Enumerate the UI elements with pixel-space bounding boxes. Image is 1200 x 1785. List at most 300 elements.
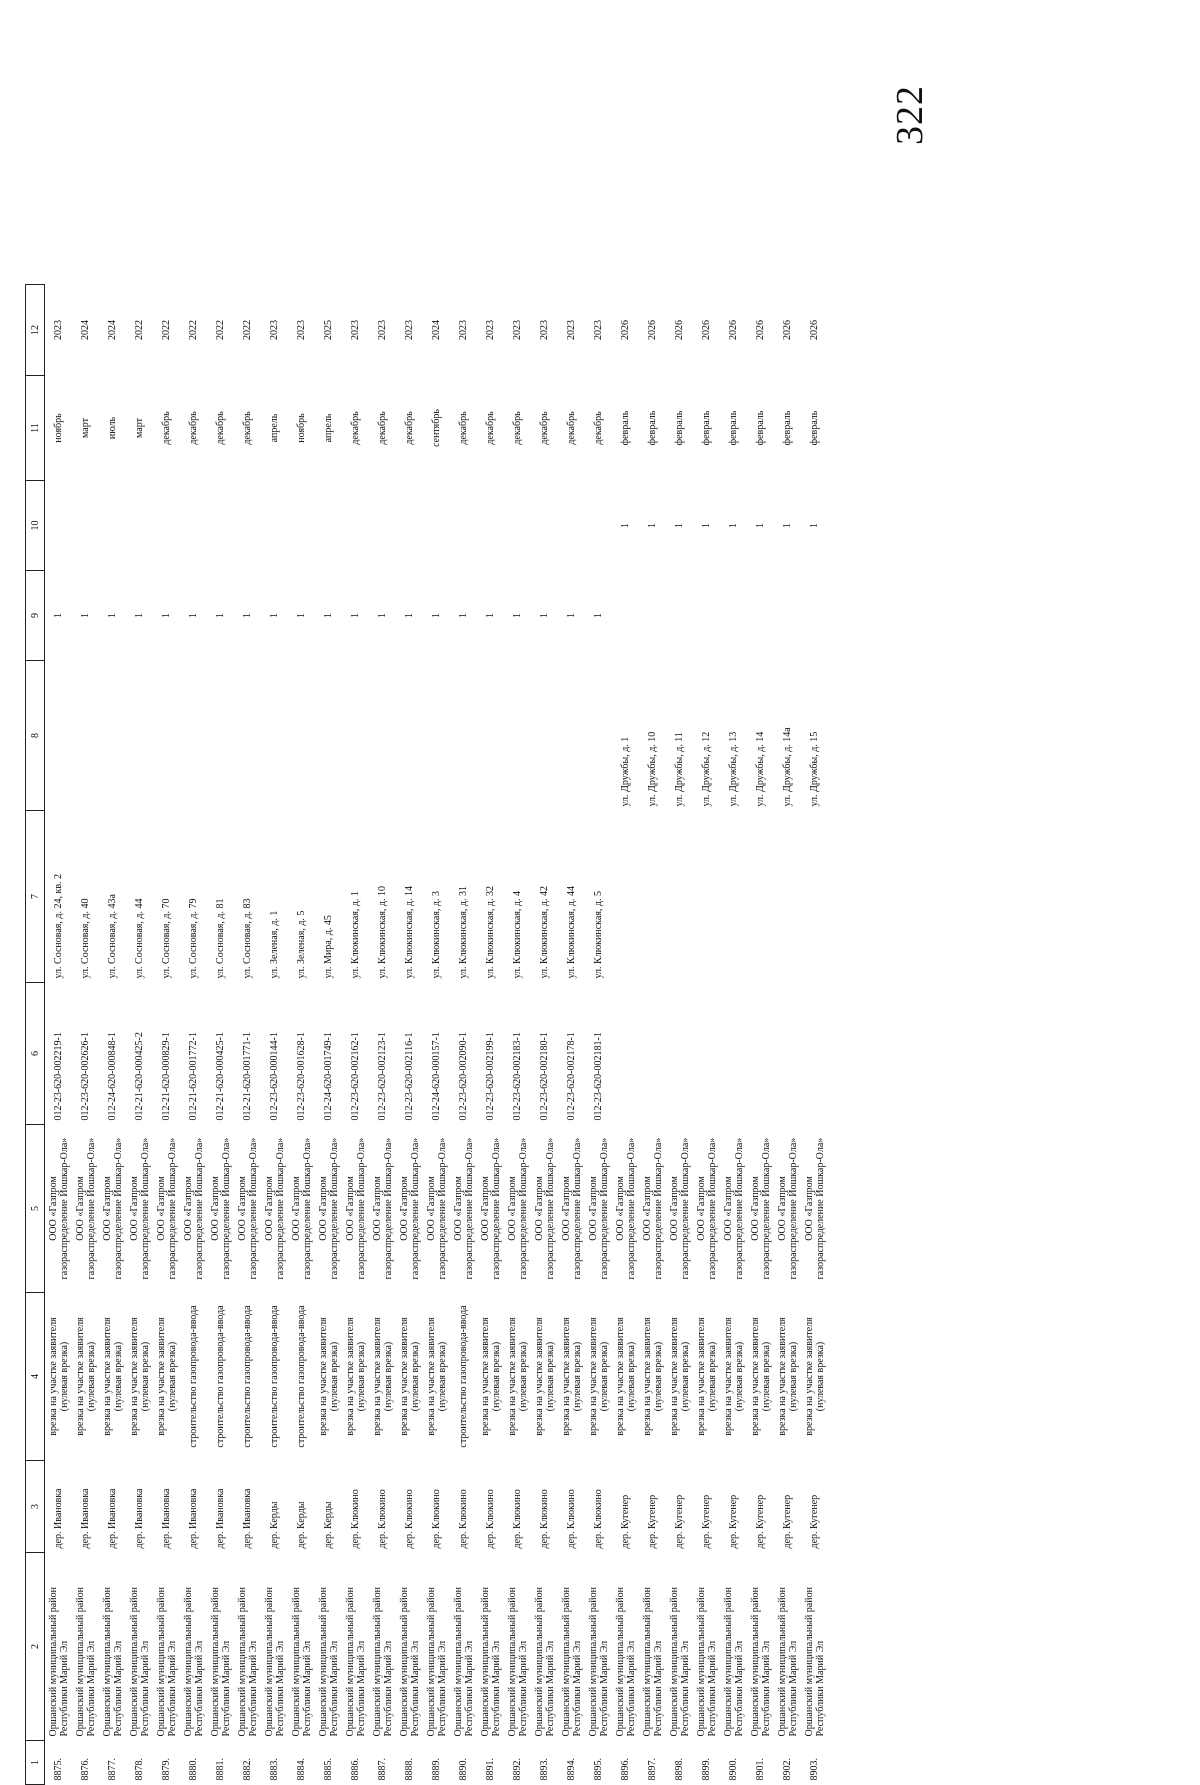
district-cell-text: Оршанский муниципальный район [236, 1587, 248, 1737]
district-cell-text: Республики Марий Эл [760, 1640, 772, 1737]
organization-cell-text: газораспределение Йошкар-Ола» [112, 1137, 124, 1280]
address-cell [531, 811, 558, 983]
organization-cell-text: газораспределение Йошкар-Ола» [274, 1137, 286, 1280]
work-type-cell-text: (нулевая врезка) [328, 1341, 340, 1412]
application-code-cell [558, 983, 585, 1125]
district-cell [423, 1553, 450, 1741]
year-cell-text: 2023 [404, 320, 415, 340]
work-type-cell-text: врезка на участке заявителя [722, 1317, 734, 1436]
settlement-cell-text: дер. Ивановка [80, 1488, 91, 1549]
address-cell-text: ул. Зеленая, д. 5 [296, 910, 307, 979]
month-cell [774, 376, 801, 481]
year-cell-text: 2023 [539, 320, 550, 340]
district-cell-text: Республики Марий Эл [787, 1640, 799, 1737]
application-code-cell-text: 012-23-620-002116-1 [404, 1032, 415, 1121]
address-alt-cell-text: ул. Дружбы, д. 13 [728, 731, 739, 807]
organization-cell-text: ООО «Газпром [776, 1176, 788, 1241]
district-cell-text: Республики Марий Эл [301, 1640, 313, 1737]
count-col9-cell [234, 571, 261, 661]
count-col9-cell-text: 1 [161, 613, 172, 618]
organization-cell-text: газораспределение Йошкар-Ола» [382, 1137, 394, 1280]
work-type-cell [666, 1293, 693, 1461]
address-alt-cell [531, 661, 558, 811]
month-cell-text: декабрь [350, 411, 361, 445]
organization-cell-text: газораспределение Йошкар-Ола» [679, 1137, 691, 1280]
organization-cell-text: газораспределение Йошкар-Ола» [85, 1137, 97, 1280]
month-cell-text: декабрь [458, 411, 469, 445]
district-cell [315, 1553, 342, 1741]
application-code-cell-text: 012-23-620-002162-1 [350, 1032, 361, 1121]
count-col9-cell-text: 1 [350, 613, 361, 618]
year-cell [180, 285, 207, 376]
organization-cell [585, 1125, 612, 1293]
count-col9-cell-text: 1 [53, 613, 64, 618]
table-row [153, 285, 180, 1785]
month-cell-text: июль [107, 416, 118, 440]
application-code-cell [504, 983, 531, 1125]
organization-cell-text: газораспределение Йошкар-Ола» [517, 1137, 529, 1280]
month-cell-text: апрель [269, 413, 280, 443]
settlement-cell-text: дер. Керды [269, 1501, 280, 1549]
district-cell-text: Оршанский муниципальный район [695, 1587, 707, 1737]
organization-cell [693, 1125, 720, 1293]
work-type-cell-text: врезка на участке заявителя [560, 1317, 572, 1436]
work-type-cell-text: врезка на участке заявителя [425, 1317, 437, 1436]
year-cell-text: 2026 [809, 320, 820, 340]
year-cell-text: 2026 [701, 320, 712, 340]
address-alt-cell [720, 661, 747, 811]
row-number-cell [720, 1741, 747, 1785]
table-row [612, 285, 639, 1785]
application-code-cell [315, 983, 342, 1125]
work-type-cell-text: (нулевая врезка) [652, 1341, 664, 1412]
work-type-cell [369, 1293, 396, 1461]
row-number-cell [747, 1741, 774, 1785]
year-cell-text: 2023 [566, 320, 577, 340]
district-cell-text: Оршанский муниципальный район [209, 1587, 221, 1737]
organization-cell-text: ООО «Газпром [587, 1176, 599, 1241]
count-col9-cell-text: 1 [485, 613, 496, 618]
organization-cell-text: ООО «Газпром [668, 1176, 680, 1241]
month-cell-text: март [80, 418, 91, 438]
work-type-cell [180, 1293, 207, 1461]
application-code-cell [801, 983, 828, 1125]
month-cell-text: февраль [620, 410, 631, 446]
settlement-cell [477, 1461, 504, 1553]
address-cell [450, 811, 477, 983]
row-number-cell [72, 1741, 99, 1785]
count-col9-cell-text: 1 [458, 613, 469, 618]
organization-cell [612, 1125, 639, 1293]
work-type-cell-text: (нулевая врезка) [733, 1341, 745, 1412]
year-cell [558, 285, 585, 376]
application-code-cell-text: 012-21-620-001772-1 [188, 1032, 199, 1121]
work-type-cell-text: врезка на участке заявителя [344, 1317, 356, 1436]
address-cell [423, 811, 450, 983]
organization-cell-text: ООО «Газпром [209, 1176, 221, 1241]
settlement-cell [153, 1461, 180, 1553]
district-cell [180, 1553, 207, 1741]
address-alt-cell [423, 661, 450, 811]
settlement-cell-text: дер. Кугенер [647, 1494, 658, 1549]
address-cell [261, 811, 288, 983]
count-col9-cell-text: 1 [134, 613, 145, 618]
organization-cell [369, 1125, 396, 1293]
work-type-cell-text: (нулевая врезка) [166, 1341, 178, 1412]
district-cell-text: Оршанский муниципальный район [128, 1587, 140, 1737]
count-col9-cell [126, 571, 153, 661]
year-cell [450, 285, 477, 376]
address-alt-cell-text: ул. Дружбы, д. 12 [701, 731, 712, 807]
work-type-cell-text: врезка на участке заявителя [479, 1317, 491, 1436]
settlement-cell [180, 1461, 207, 1553]
column-header-8: 8 [26, 661, 45, 811]
month-cell [801, 376, 828, 481]
district-cell [531, 1553, 558, 1741]
address-cell-text: ул. Сосновая, д. 43а [107, 894, 118, 979]
work-type-cell-text: врезка на участке заявителя [155, 1317, 167, 1436]
month-cell [558, 376, 585, 481]
organization-cell-text: ООО «Газпром [425, 1176, 437, 1241]
count-col9-cell-text: 1 [296, 613, 307, 618]
year-cell-text: 2023 [53, 320, 64, 340]
address-cell-text: ул. Клюкинская, д. 32 [485, 885, 496, 979]
count-col10-cell [423, 481, 450, 571]
district-cell-text: Республики Марий Эл [814, 1640, 826, 1737]
settlement-cell [801, 1461, 828, 1553]
table-row [774, 285, 801, 1785]
row-number-cell [180, 1741, 207, 1785]
settlement-cell [288, 1461, 315, 1553]
application-code-cell [207, 983, 234, 1125]
address-cell-text: ул. Клюкинская, д. 4 [512, 890, 523, 979]
organization-cell [234, 1125, 261, 1293]
table-row [396, 285, 423, 1785]
row-number-cell [369, 1741, 396, 1785]
year-cell-text: 2026 [647, 320, 658, 340]
organization-cell-text: ООО «Газпром [533, 1176, 545, 1241]
work-type-cell-text: врезка на участке заявителя [533, 1317, 545, 1436]
month-cell [423, 376, 450, 481]
row-number-cell [126, 1741, 153, 1785]
settlement-cell [612, 1461, 639, 1553]
organization-cell-text: газораспределение Йошкар-Ола» [706, 1137, 718, 1280]
count-col10-cell [693, 481, 720, 571]
district-cell-text: Оршанский муниципальный район [533, 1587, 545, 1737]
month-cell [369, 376, 396, 481]
address-cell [558, 811, 585, 983]
settlement-cell [774, 1461, 801, 1553]
work-type-cell [504, 1293, 531, 1461]
organization-cell-text: ООО «Газпром [695, 1176, 707, 1241]
address-alt-cell [153, 661, 180, 811]
application-code-cell-text: 012-23-620-002183-1 [512, 1032, 523, 1121]
district-cell-text: Республики Марий Эл [571, 1640, 583, 1737]
page-number [880, 75, 940, 155]
application-code-cell-text: 012-23-620-002199-1 [485, 1032, 496, 1121]
rotated-table-container [25, 285, 826, 1785]
work-type-cell-text: (нулевая врезка) [490, 1341, 502, 1412]
application-code-cell-text: 012-23-620-002123-1 [377, 1032, 388, 1121]
district-cell-text: Республики Марий Эл [382, 1640, 394, 1737]
address-alt-cell [666, 661, 693, 811]
settlement-cell-text: дер. Клюкино [350, 1489, 361, 1549]
application-code-cell [423, 983, 450, 1125]
district-cell-text: Республики Марий Эл [85, 1640, 97, 1737]
work-type-cell-text: (нулевая врезка) [58, 1341, 70, 1412]
row-number-cell [396, 1741, 423, 1785]
application-code-cell [720, 983, 747, 1125]
year-cell [423, 285, 450, 376]
count-col10-cell [747, 481, 774, 571]
count-col9-cell [72, 571, 99, 661]
district-cell-text: Оршанский муниципальный район [263, 1587, 275, 1737]
address-cell [801, 811, 828, 983]
settlement-cell-text: дер. Керды [323, 1501, 334, 1549]
application-code-cell-text: 012-21-620-000425-2 [134, 1032, 145, 1121]
district-cell-text: Республики Марий Эл [463, 1640, 475, 1737]
organization-cell-text: газораспределение Йошкар-Ола» [193, 1137, 205, 1280]
address-alt-cell [504, 661, 531, 811]
organization-cell [207, 1125, 234, 1293]
district-cell [72, 1553, 99, 1741]
table-row [207, 285, 234, 1785]
district-cell [585, 1553, 612, 1741]
work-type-cell [315, 1293, 342, 1461]
month-cell-text: апрель [323, 413, 334, 443]
settlement-cell-text: дер. Кугенер [755, 1494, 766, 1549]
row-number-cell-text: 8879. [161, 1758, 172, 1781]
work-type-cell-text: (нулевая врезка) [112, 1341, 124, 1412]
count-col10-cell [315, 481, 342, 571]
district-cell-text: Республики Марий Эл [409, 1640, 421, 1737]
work-type-cell [261, 1293, 288, 1461]
year-cell [315, 285, 342, 376]
row-number-cell-text: 8900. [728, 1758, 739, 1781]
settlement-cell [666, 1461, 693, 1553]
organization-cell-text: ООО «Газпром [236, 1176, 248, 1241]
work-type-cell [531, 1293, 558, 1461]
work-type-cell-text: врезка на участке заявителя [776, 1317, 788, 1436]
district-cell-text: Республики Марий Эл [706, 1640, 718, 1737]
address-alt-cell [342, 661, 369, 811]
count-col9-cell-text: 1 [323, 613, 334, 618]
application-code-cell [774, 983, 801, 1125]
column-header-7: 7 [26, 811, 45, 983]
row-number-cell-text: 8876. [80, 1758, 91, 1781]
work-type-cell-text: врезка на участке заявителя [587, 1317, 599, 1436]
address-alt-cell-text: ул. Дружбы, д. 14 [755, 731, 766, 807]
month-cell [639, 376, 666, 481]
month-cell [396, 376, 423, 481]
month-cell-text: февраль [701, 410, 712, 446]
count-col9-cell [180, 571, 207, 661]
settlement-cell-text: дер. Кугенер [701, 1494, 712, 1549]
application-code-cell [612, 983, 639, 1125]
count-col10-cell [585, 481, 612, 571]
count-col10-cell-text: 1 [674, 523, 685, 528]
organization-cell-text: газораспределение Йошкар-Ола» [760, 1137, 772, 1280]
count-col9-cell [585, 571, 612, 661]
count-col9-cell-text: 1 [242, 613, 253, 618]
row-number-cell-text: 8878. [134, 1758, 145, 1781]
year-cell [342, 285, 369, 376]
count-col9-cell [720, 571, 747, 661]
settlement-cell [315, 1461, 342, 1553]
address-alt-cell [45, 661, 73, 811]
count-col9-cell [558, 571, 585, 661]
month-cell-text: февраль [647, 410, 658, 446]
count-col10-cell [558, 481, 585, 571]
organization-cell-text: газораспределение Йошкар-Ола» [166, 1137, 178, 1280]
count-col10-cell [99, 481, 126, 571]
count-col9-cell-text: 1 [512, 613, 523, 618]
month-cell [126, 376, 153, 481]
month-cell-text: декабрь [242, 411, 253, 445]
work-type-cell-text: врезка на участке заявителя [101, 1317, 113, 1436]
year-cell-text: 2026 [620, 320, 631, 340]
work-type-cell-text: (нулевая врезка) [436, 1341, 448, 1412]
address-alt-cell [72, 661, 99, 811]
row-number-cell-text: 8896. [620, 1758, 631, 1781]
month-cell [288, 376, 315, 481]
address-cell [342, 811, 369, 983]
settlement-cell-text: дер. Кугенер [782, 1494, 793, 1549]
settlement-cell-text: дер. Ивановка [215, 1488, 226, 1549]
address-alt-cell [207, 661, 234, 811]
settlement-cell-text: дер. Кугенер [809, 1494, 820, 1549]
organization-cell-text: ООО «Газпром [614, 1176, 626, 1241]
organization-cell-text: газораспределение Йошкар-Ола» [814, 1137, 826, 1280]
settlement-cell-text: дер. Клюкино [512, 1489, 523, 1549]
district-cell [450, 1553, 477, 1741]
count-col9-cell [342, 571, 369, 661]
table-row [801, 285, 828, 1785]
month-cell [531, 376, 558, 481]
address-alt-cell [558, 661, 585, 811]
settlement-cell [45, 1461, 73, 1553]
count-col9-cell [315, 571, 342, 661]
district-cell [261, 1553, 288, 1741]
district-cell [558, 1553, 585, 1741]
organization-cell-text: ООО «Газпром [74, 1176, 86, 1241]
count-col10-cell [450, 481, 477, 571]
address-cell [234, 811, 261, 983]
address-alt-cell-text: ул. Дружбы, д. 10 [647, 731, 658, 807]
district-cell-text: Республики Марий Эл [166, 1640, 178, 1737]
application-code-cell [666, 983, 693, 1125]
address-alt-cell [450, 661, 477, 811]
district-cell [207, 1553, 234, 1741]
district-cell-text: Республики Марий Эл [355, 1640, 367, 1737]
address-cell-text: ул. Клюкинская, д. 42 [539, 885, 550, 979]
organization-cell-text: газораспределение Йошкар-Ола» [247, 1137, 259, 1280]
count-col10-cell [666, 481, 693, 571]
year-cell [288, 285, 315, 376]
organization-cell [99, 1125, 126, 1293]
count-col9-cell [747, 571, 774, 661]
organization-cell-text: газораспределение Йошкар-Ола» [139, 1137, 151, 1280]
table-row [639, 285, 666, 1785]
organization-cell [504, 1125, 531, 1293]
month-cell [612, 376, 639, 481]
row-number-cell [504, 1741, 531, 1785]
month-cell-text: февраль [674, 410, 685, 446]
year-cell-text: 2023 [485, 320, 496, 340]
settlement-cell-text: дер. Клюкино [593, 1489, 604, 1549]
address-alt-cell [261, 661, 288, 811]
organization-cell [531, 1125, 558, 1293]
district-cell-text: Оршанский муниципальный район [587, 1587, 599, 1737]
month-cell-text: декабрь [512, 411, 523, 445]
organization-cell [558, 1125, 585, 1293]
district-cell [369, 1553, 396, 1741]
address-cell [288, 811, 315, 983]
year-cell-text: 2022 [242, 320, 253, 340]
year-cell [693, 285, 720, 376]
district-cell-text: Оршанский муниципальный район [317, 1587, 329, 1737]
district-cell-text: Оршанский муниципальный район [398, 1587, 410, 1737]
count-col9-cell-text: 1 [269, 613, 280, 618]
district-cell-text: Оршанский муниципальный район [344, 1587, 356, 1737]
month-cell [504, 376, 531, 481]
table-row [315, 285, 342, 1785]
district-cell-text: Оршанский муниципальный район [614, 1587, 626, 1737]
settlement-cell-text: дер. Кугенер [620, 1494, 631, 1549]
year-cell [504, 285, 531, 376]
settlement-cell [423, 1461, 450, 1553]
row-number-cell-text: 8903. [809, 1758, 820, 1781]
table-row [693, 285, 720, 1785]
application-code-cell-text: 012-23-620-002178-1 [566, 1032, 577, 1121]
count-col9-cell [423, 571, 450, 661]
organization-cell-text: газораспределение Йошкар-Ола» [625, 1137, 637, 1280]
settlement-cell [693, 1461, 720, 1553]
organization-cell-text: ООО «Газпром [560, 1176, 572, 1241]
application-code-cell [639, 983, 666, 1125]
table-row [450, 285, 477, 1785]
organization-cell [774, 1125, 801, 1293]
table-row [180, 285, 207, 1785]
month-cell [450, 376, 477, 481]
count-col10-cell-text: 1 [620, 523, 631, 528]
application-code-cell [72, 983, 99, 1125]
application-code-cell-text: 012-23-620-002180-1 [539, 1032, 550, 1121]
work-type-cell-text: (нулевая врезка) [544, 1341, 556, 1412]
count-col9-cell [477, 571, 504, 661]
organization-cell-text: ООО «Газпром [101, 1176, 113, 1241]
table-row [234, 285, 261, 1785]
work-type-cell [207, 1293, 234, 1461]
work-type-cell [72, 1293, 99, 1461]
address-cell-text: ул. Клюкинская, д. 1 [350, 890, 361, 979]
application-code-cell-text: 012-23-620-002626-1 [80, 1032, 91, 1121]
address-alt-cell [126, 661, 153, 811]
district-cell [477, 1553, 504, 1741]
application-code-cell-text: 012-21-620-001771-1 [242, 1032, 253, 1121]
month-cell-text: февраль [728, 410, 739, 446]
address-cell-text: ул. Сосновая, д. 24, кв. 2 [53, 873, 64, 979]
application-code-cell-text: 012-24-620-001749-1 [323, 1032, 334, 1121]
address-cell [774, 811, 801, 983]
address-cell-text: ул. Сосновая, д. 70 [161, 898, 172, 979]
year-cell [99, 285, 126, 376]
district-cell-text: Республики Марий Эл [652, 1640, 664, 1737]
count-col9-cell-text: 1 [539, 613, 550, 618]
address-cell [504, 811, 531, 983]
work-type-cell-text: (нулевая врезка) [517, 1341, 529, 1412]
address-cell-text: ул. Клюкинская, д. 14 [404, 885, 415, 979]
